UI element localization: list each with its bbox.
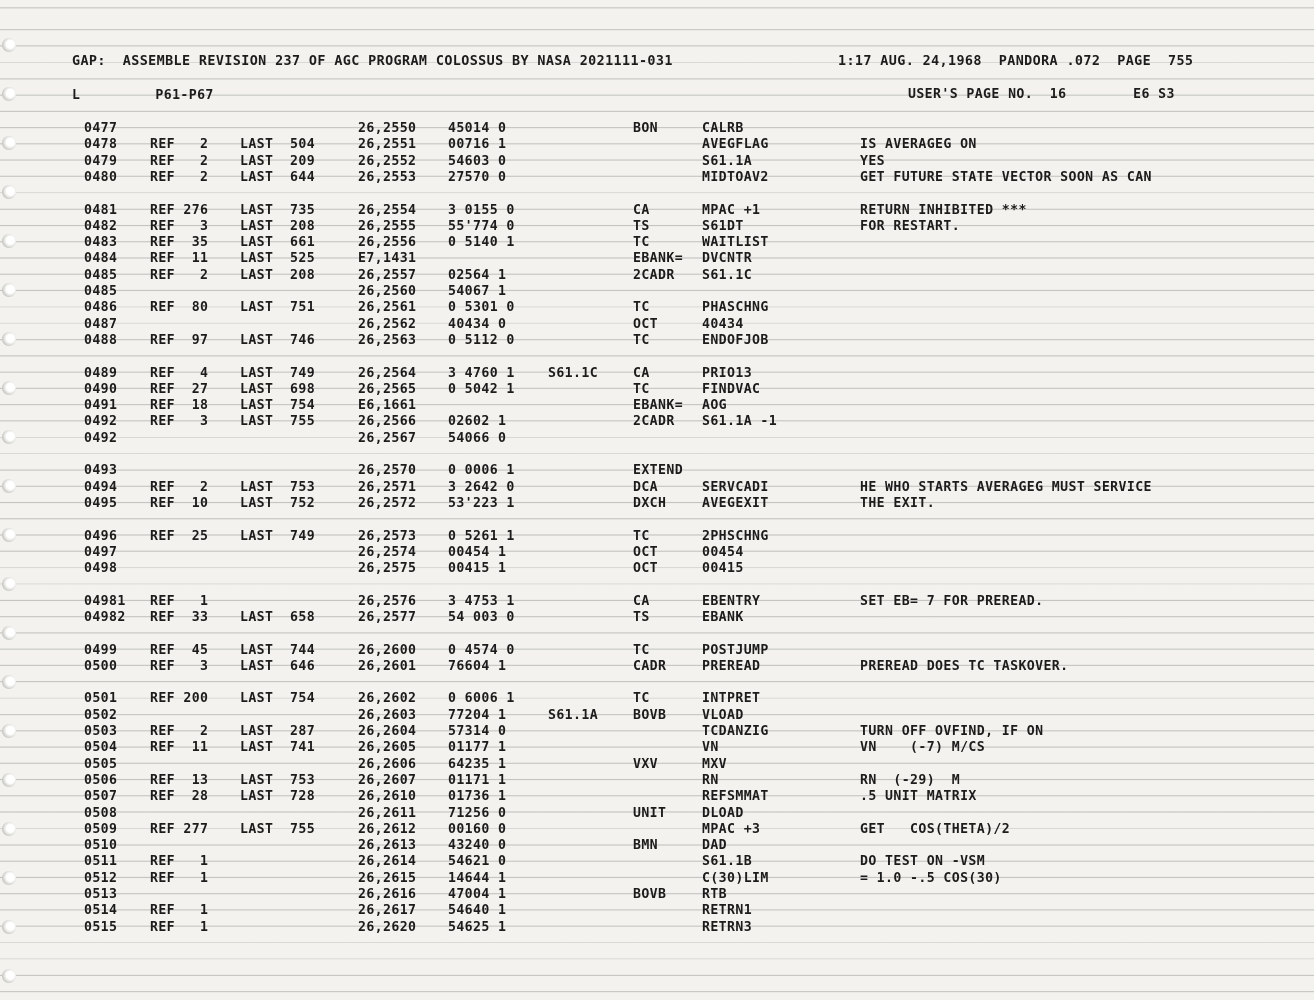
ref-count: REF 45 <box>150 643 209 658</box>
ref-count: REF 11 <box>150 740 209 755</box>
operand: S61.1A -1 <box>702 414 778 429</box>
address: 26,2607 <box>358 773 417 788</box>
feed-hole <box>2 724 16 738</box>
ref-count: REF 1 <box>150 871 209 886</box>
ref-count: REF 2 <box>150 724 209 739</box>
line-number: 0491 <box>84 398 118 413</box>
feed-hole <box>2 332 16 346</box>
operand: RETRN1 <box>702 903 753 918</box>
last-ref: LAST 646 <box>240 659 316 674</box>
object-word: 0 5042 1 <box>448 382 515 397</box>
object-word: 3 4753 1 <box>448 594 515 609</box>
object-word: 3 4760 1 <box>448 366 515 381</box>
ref-count: REF 2 <box>150 137 209 152</box>
ref-count: REF 1 <box>150 854 209 869</box>
line-number: 0482 <box>84 219 118 234</box>
line-number: 0498 <box>84 561 118 576</box>
address: 26,2603 <box>358 708 417 723</box>
line-number: 0504 <box>84 740 118 755</box>
address: 26,2573 <box>358 529 417 544</box>
last-ref: LAST 754 <box>240 398 316 413</box>
feed-hole <box>2 528 16 542</box>
operand: INTPRET <box>702 691 761 706</box>
feed-hole <box>2 136 16 150</box>
ref-count: REF 2 <box>150 170 209 185</box>
line-number: 0508 <box>84 806 118 821</box>
operand: S61DT <box>702 219 744 234</box>
feed-hole <box>2 185 16 199</box>
operand: RN <box>702 773 719 788</box>
object-word: 01171 1 <box>448 773 507 788</box>
line-number: 0484 <box>84 251 118 266</box>
last-ref: LAST 698 <box>240 382 316 397</box>
comment: HE WHO STARTS AVERAGEG MUST SERVICE <box>860 480 1152 495</box>
address: 26,2571 <box>358 480 417 495</box>
comment: FOR RESTART. <box>860 219 961 234</box>
ref-count: REF 3 <box>150 219 209 234</box>
operand: 00415 <box>702 561 744 576</box>
object-word: 54640 1 <box>448 903 507 918</box>
object-word: 54621 0 <box>448 854 507 869</box>
opcode: DCA <box>633 480 659 495</box>
operand: PHASCHNG <box>702 300 769 315</box>
address: 26,2567 <box>358 431 417 446</box>
ref-count: REF 27 <box>150 382 209 397</box>
operand: 00454 <box>702 545 744 560</box>
operand: S61.1B <box>702 854 753 869</box>
opcode: OCT <box>633 317 659 332</box>
opcode: 2CADR <box>633 268 675 283</box>
ref-count: REF 2 <box>150 154 209 169</box>
address: 26,2615 <box>358 871 417 886</box>
operand: MIDTOAV2 <box>702 170 769 185</box>
line-number: 0487 <box>84 317 118 332</box>
line-number: 0510 <box>84 838 118 853</box>
line-number: 0514 <box>84 903 118 918</box>
comment: IS AVERAGEG ON <box>860 137 977 152</box>
line-number: 0492 <box>84 431 118 446</box>
object-word: 55'774 0 <box>448 219 515 234</box>
ref-count: REF 3 <box>150 659 209 674</box>
operand: 2PHSCHNG <box>702 529 769 544</box>
line-number: 0495 <box>84 496 118 511</box>
object-word: 0 5112 0 <box>448 333 515 348</box>
comment: GET COS(THETA)/2 <box>860 822 1011 837</box>
opcode: CA <box>633 594 650 609</box>
line-number: 0488 <box>84 333 118 348</box>
address: 26,2616 <box>358 887 417 902</box>
address: 26,2563 <box>358 333 417 348</box>
ref-count: REF 200 <box>150 691 209 706</box>
object-word: 3 2642 0 <box>448 480 515 495</box>
object-word: 43240 0 <box>448 838 507 853</box>
operand: AVEGEXIT <box>702 496 769 511</box>
object-word: 45014 0 <box>448 121 507 136</box>
address: 26,2575 <box>358 561 417 576</box>
object-word: 0 5261 1 <box>448 529 515 544</box>
object-word: 01177 1 <box>448 740 507 755</box>
line-number: 0503 <box>84 724 118 739</box>
line-number: 0485 <box>84 268 118 283</box>
address: 26,2601 <box>358 659 417 674</box>
last-ref: LAST 209 <box>240 154 316 169</box>
opcode: DXCH <box>633 496 667 511</box>
last-ref: LAST 208 <box>240 219 316 234</box>
opcode: TS <box>633 219 650 234</box>
last-ref: LAST 208 <box>240 268 316 283</box>
address: 26,2554 <box>358 203 417 218</box>
address: 26,2561 <box>358 300 417 315</box>
opcode: 2CADR <box>633 414 675 429</box>
opcode: OCT <box>633 561 659 576</box>
line-number: 0502 <box>84 708 118 723</box>
address: 26,2611 <box>358 806 417 821</box>
address: 26,2620 <box>358 920 417 935</box>
line-number: 0506 <box>84 773 118 788</box>
comment: THE EXIT. <box>860 496 936 511</box>
operand: C(30)LIM <box>702 871 769 886</box>
line-number: 0497 <box>84 545 118 560</box>
last-ref: LAST 749 <box>240 366 316 381</box>
line-number: 0499 <box>84 643 118 658</box>
address: 26,2555 <box>358 219 417 234</box>
address: 26,2610 <box>358 789 417 804</box>
object-word: 00454 1 <box>448 545 507 560</box>
last-ref: LAST 658 <box>240 610 316 625</box>
comment: PREREAD DOES TC TASKOVER. <box>860 659 1069 674</box>
operand: RTB <box>702 887 728 902</box>
last-ref: LAST 752 <box>240 496 316 511</box>
address: 26,2612 <box>358 822 417 837</box>
feed-hole <box>2 38 16 52</box>
operand: SERVCADI <box>702 480 769 495</box>
object-word: 54 003 0 <box>448 610 515 625</box>
comment: GET FUTURE STATE VECTOR SOON AS CAN <box>860 170 1152 185</box>
last-ref: LAST 287 <box>240 724 316 739</box>
operand: MPAC +1 <box>702 203 761 218</box>
line-number: 0480 <box>84 170 118 185</box>
object-word: 00716 1 <box>448 137 507 152</box>
object-word: 01736 1 <box>448 789 507 804</box>
object-word: 71256 0 <box>448 806 507 821</box>
operand: POSTJUMP <box>702 643 769 658</box>
operand: TCDANZIG <box>702 724 769 739</box>
ref-count: REF 276 <box>150 203 209 218</box>
last-ref: LAST 753 <box>240 773 316 788</box>
opcode: CA <box>633 366 650 381</box>
operand: RETRN3 <box>702 920 753 935</box>
operand: EBENTRY <box>702 594 761 609</box>
address: 26,2604 <box>358 724 417 739</box>
ref-count: REF 3 <box>150 414 209 429</box>
line-number: 0500 <box>84 659 118 674</box>
ref-count: REF 10 <box>150 496 209 511</box>
line-number: 0511 <box>84 854 118 869</box>
opcode: CADR <box>633 659 667 674</box>
address: E6,1661 <box>358 398 417 413</box>
last-ref: LAST 755 <box>240 822 316 837</box>
feed-hole <box>2 577 16 591</box>
last-ref: LAST 644 <box>240 170 316 185</box>
last-ref: LAST 754 <box>240 691 316 706</box>
object-word: 00415 1 <box>448 561 507 576</box>
object-word: 27570 0 <box>448 170 507 185</box>
operand: VLOAD <box>702 708 744 723</box>
operand: MXV <box>702 757 728 772</box>
object-word: 54066 0 <box>448 431 507 446</box>
address: 26,2560 <box>358 284 417 299</box>
ref-count: REF 97 <box>150 333 209 348</box>
last-ref: LAST 751 <box>240 300 316 315</box>
object-word: 0 5140 1 <box>448 235 515 250</box>
line-number: 04982 <box>84 610 126 625</box>
ref-count: REF 33 <box>150 610 209 625</box>
operand: VN <box>702 740 719 755</box>
last-ref: LAST 504 <box>240 137 316 152</box>
line-number: 0478 <box>84 137 118 152</box>
feed-hole <box>2 234 16 248</box>
address: 26,2553 <box>358 170 417 185</box>
operand: FINDVAC <box>702 382 761 397</box>
feed-hole <box>2 871 16 885</box>
object-word: 54603 0 <box>448 154 507 169</box>
line-number: 0492 <box>84 414 118 429</box>
object-word: 02602 1 <box>448 414 507 429</box>
line-number: 0509 <box>84 822 118 837</box>
operand: WAITLIST <box>702 235 769 250</box>
feed-hole <box>2 626 16 640</box>
ref-count: REF 1 <box>150 920 209 935</box>
object-word: 0 0006 1 <box>448 463 515 478</box>
operand: S61.1A <box>702 154 753 169</box>
address: 26,2577 <box>358 610 417 625</box>
opcode: TC <box>633 300 650 315</box>
users-page-number: USER'S PAGE NO. 16 E6 S3 <box>908 87 1175 102</box>
feed-hole <box>2 381 16 395</box>
operand: DVCNTR <box>702 251 753 266</box>
line-number: 0479 <box>84 154 118 169</box>
opcode: CA <box>633 203 650 218</box>
ref-count: REF 35 <box>150 235 209 250</box>
line-number: 0481 <box>84 203 118 218</box>
address: 26,2600 <box>358 643 417 658</box>
line-number: 0493 <box>84 463 118 478</box>
address: 26,2551 <box>358 137 417 152</box>
line-number: 0512 <box>84 871 118 886</box>
operand: 40434 <box>702 317 744 332</box>
comment: RN (-29) M <box>860 773 961 788</box>
listing-date-page: 1:17 AUG. 24,1968 PANDORA .072 PAGE 755 <box>838 54 1194 69</box>
ref-count: REF 2 <box>150 268 209 283</box>
opcode: TS <box>633 610 650 625</box>
operand: MPAC +3 <box>702 822 761 837</box>
address: 26,2617 <box>358 903 417 918</box>
object-word: 0 6006 1 <box>448 691 515 706</box>
opcode: TC <box>633 691 650 706</box>
object-word: 76604 1 <box>448 659 507 674</box>
ref-count: REF 13 <box>150 773 209 788</box>
comment: TURN OFF OVFIND, IF ON <box>860 724 1044 739</box>
operand: PREREAD <box>702 659 761 674</box>
opcode: TC <box>633 235 650 250</box>
comment: = 1.0 -.5 COS(30) <box>860 871 1002 886</box>
opcode: BMN <box>633 838 659 853</box>
last-ref: LAST 753 <box>240 480 316 495</box>
opcode: UNIT <box>633 806 667 821</box>
last-ref: LAST 744 <box>240 643 316 658</box>
ref-count: REF 11 <box>150 251 209 266</box>
object-word: 64235 1 <box>448 757 507 772</box>
address: 26,2614 <box>358 854 417 869</box>
object-word: 3 0155 0 <box>448 203 515 218</box>
line-number: 0485 <box>84 284 118 299</box>
line-number: 0505 <box>84 757 118 772</box>
address: 26,2606 <box>358 757 417 772</box>
object-word: 02564 1 <box>448 268 507 283</box>
operand: ENDOFJOB <box>702 333 769 348</box>
address: 26,2564 <box>358 366 417 381</box>
opcode: TC <box>633 643 650 658</box>
opcode: TC <box>633 333 650 348</box>
object-word: 14644 1 <box>448 871 507 886</box>
address: 26,2556 <box>358 235 417 250</box>
last-ref: LAST 741 <box>240 740 316 755</box>
feed-hole <box>2 283 16 297</box>
opcode: TC <box>633 382 650 397</box>
object-word: 47004 1 <box>448 887 507 902</box>
last-ref: LAST 661 <box>240 235 316 250</box>
line-number: 0489 <box>84 366 118 381</box>
operand: CALRB <box>702 121 744 136</box>
address: 26,2557 <box>358 268 417 283</box>
object-word: 0 5301 0 <box>448 300 515 315</box>
feed-hole <box>2 822 16 836</box>
ref-count: REF 18 <box>150 398 209 413</box>
operand: EBANK <box>702 610 744 625</box>
object-word: 40434 0 <box>448 317 507 332</box>
feed-hole <box>2 430 16 444</box>
ref-count: REF 2 <box>150 480 209 495</box>
opcode: BOVB <box>633 887 667 902</box>
line-number: 0515 <box>84 920 118 935</box>
symbol-label: S61.1A <box>548 708 599 723</box>
last-ref: LAST 749 <box>240 529 316 544</box>
address: 26,2613 <box>358 838 417 853</box>
address: 26,2562 <box>358 317 417 332</box>
address: 26,2576 <box>358 594 417 609</box>
listing-title: GAP: ASSEMBLE REVISION 237 OF AGC PROGRAM COLOSSUS BY NASA 2021111-031 <box>72 54 673 69</box>
ref-count: REF 25 <box>150 529 209 544</box>
line-number: 0501 <box>84 691 118 706</box>
opcode: TC <box>633 529 650 544</box>
line-number: 0496 <box>84 529 118 544</box>
last-ref: LAST 728 <box>240 789 316 804</box>
line-number: 0490 <box>84 382 118 397</box>
last-ref: LAST 735 <box>240 203 316 218</box>
ref-count: REF 1 <box>150 903 209 918</box>
object-word: 54625 1 <box>448 920 507 935</box>
address: 26,2550 <box>358 121 417 136</box>
operand: DAD <box>702 838 728 853</box>
opcode: OCT <box>633 545 659 560</box>
comment: SET EB= 7 FOR PREREAD. <box>860 594 1044 609</box>
opcode: BOVB <box>633 708 667 723</box>
line-number: 0494 <box>84 480 118 495</box>
line-number: 0483 <box>84 235 118 250</box>
comment: YES <box>860 154 886 169</box>
ref-count: REF 277 <box>150 822 209 837</box>
comment: DO TEST ON -VSM <box>860 854 986 869</box>
opcode: EBANK= <box>633 251 684 266</box>
object-word: 77204 1 <box>448 708 507 723</box>
operand: AOG <box>702 398 728 413</box>
feed-hole <box>2 479 16 493</box>
comment: .5 UNIT MATRIX <box>860 789 977 804</box>
address: 26,2552 <box>358 154 417 169</box>
operand: PRIO13 <box>702 366 753 381</box>
object-word: 00160 0 <box>448 822 507 837</box>
address: 26,2605 <box>358 740 417 755</box>
feed-hole <box>2 87 16 101</box>
object-word: 53'223 1 <box>448 496 515 511</box>
opcode: VXV <box>633 757 659 772</box>
operand: REFSMMAT <box>702 789 769 804</box>
ref-count: REF 28 <box>150 789 209 804</box>
listing-program-range: L P61-P67 <box>72 88 214 103</box>
object-word: 0 4574 0 <box>448 643 515 658</box>
last-ref: LAST 525 <box>240 251 316 266</box>
opcode: EXTEND <box>633 463 684 478</box>
object-word: 57314 0 <box>448 724 507 739</box>
last-ref: LAST 746 <box>240 333 316 348</box>
line-number: 0477 <box>84 121 118 136</box>
line-number: 04981 <box>84 594 126 609</box>
operand: AVEGFLAG <box>702 137 769 152</box>
address: 26,2574 <box>358 545 417 560</box>
object-word: 54067 1 <box>448 284 507 299</box>
feed-hole <box>2 969 16 983</box>
ref-count: REF 4 <box>150 366 209 381</box>
operand: S61.1C <box>702 268 753 283</box>
line-number: 0513 <box>84 887 118 902</box>
ref-count: REF 80 <box>150 300 209 315</box>
last-ref: LAST 755 <box>240 414 316 429</box>
tractor-feed-holes <box>0 0 22 1000</box>
comment: RETURN INHIBITED *** <box>860 203 1027 218</box>
feed-hole <box>2 675 16 689</box>
ref-count: REF 1 <box>150 594 209 609</box>
feed-hole <box>2 920 16 934</box>
address: 26,2570 <box>358 463 417 478</box>
feed-hole <box>2 773 16 787</box>
operand: DLOAD <box>702 806 744 821</box>
address: 26,2565 <box>358 382 417 397</box>
address: 26,2572 <box>358 496 417 511</box>
symbol-label: S61.1C <box>548 366 599 381</box>
opcode: BON <box>633 121 659 136</box>
comment: VN (-7) M/CS <box>860 740 986 755</box>
address: 26,2566 <box>358 414 417 429</box>
opcode: EBANK= <box>633 398 684 413</box>
address: E7,1431 <box>358 251 417 266</box>
line-number: 0507 <box>84 789 118 804</box>
line-number: 0486 <box>84 300 118 315</box>
address: 26,2602 <box>358 691 417 706</box>
